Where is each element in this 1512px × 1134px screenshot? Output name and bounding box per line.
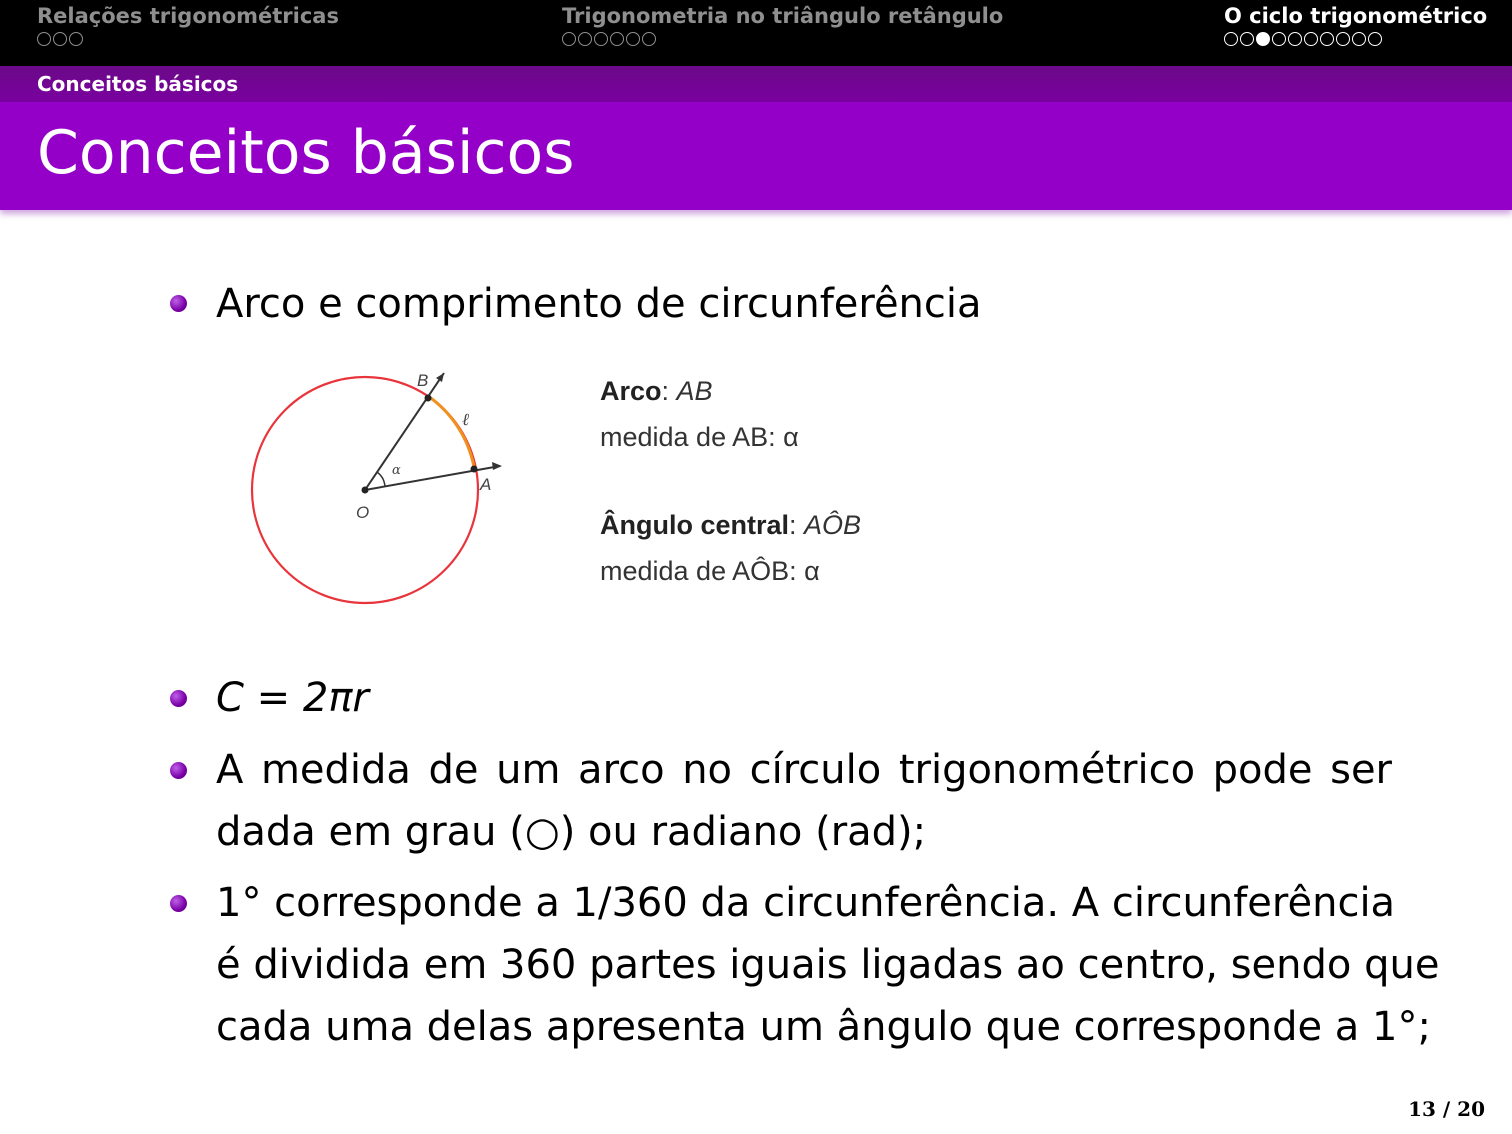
ray-ob-arrow	[436, 373, 444, 382]
caption-arco-value: AB	[676, 376, 713, 406]
bullet-medida-line-2: dada em grau (○) ou radiano (rad);	[216, 809, 927, 855]
nav-slide-dot[interactable]	[642, 32, 656, 46]
nav-section-relacoes[interactable]: Relações trigonométricas	[37, 4, 339, 28]
bullet-grau-text	[216, 872, 1440, 1058]
nav-slide-dot[interactable]	[1368, 32, 1382, 46]
nav-slide-dot[interactable]	[562, 32, 576, 46]
bullet-grau-line-2: é dividida em 360 partes iguais ligadas ao centro, sendo que	[216, 942, 1440, 988]
header-navigation	[0, 0, 1512, 66]
caption-angulo-value: AÔB	[804, 510, 862, 540]
caption-angulo-label: Ângulo central	[600, 510, 790, 540]
nav-slide-dot[interactable]	[594, 32, 608, 46]
point-b	[425, 395, 432, 402]
nav-slide-dot[interactable]	[626, 32, 640, 46]
arc-ab	[428, 396, 474, 467]
nav-section-triangulo[interactable]: Trigonometria no triângulo retângulo	[562, 4, 1004, 28]
nav-slide-dot[interactable]	[53, 32, 67, 46]
bullet-arco-text: Arco e comprimento de circunferência	[216, 281, 982, 327]
caption-arco: Arco: AB	[600, 376, 713, 406]
nav-slide-dot[interactable]	[1272, 32, 1286, 46]
label-alpha: α	[392, 463, 401, 478]
subsection-title[interactable]: Conceitos básicos	[37, 72, 239, 96]
nav-slide-dot[interactable]	[37, 32, 51, 46]
nav-dots-relacoes	[37, 32, 84, 46]
nav-slide-dot[interactable]	[578, 32, 592, 46]
bullet-marker	[170, 295, 187, 312]
bullet-marker	[170, 762, 187, 779]
nav-slide-dot[interactable]	[1352, 32, 1366, 46]
point-a	[471, 466, 478, 473]
caption-arco-label: Arco	[600, 376, 662, 406]
nav-slide-dot[interactable]	[1288, 32, 1302, 46]
frame-title-bar	[0, 102, 1512, 210]
caption-medida-ab: medida de AB: α	[600, 422, 799, 452]
nav-slide-dot[interactable]	[1304, 32, 1318, 46]
nav-dots-ciclo	[1224, 32, 1383, 46]
label-a: A	[480, 475, 492, 494]
bullet-medida-text	[216, 739, 1392, 863]
nav-slide-dot[interactable]	[1224, 32, 1238, 46]
caption-medida-aob: medida de AÔB: α	[600, 556, 820, 586]
nav-slide-dot[interactable]	[1336, 32, 1350, 46]
caption-angulo: Ângulo central: AÔB	[600, 510, 862, 540]
ray-oa-arrow	[492, 462, 502, 470]
nav-section-ciclo[interactable]: O ciclo trigonométrico	[1224, 4, 1488, 28]
label-b: B	[417, 371, 429, 390]
nav-slide-dot[interactable]	[1320, 32, 1334, 46]
bullet-medida-line-1: A medida de um arco no círculo trigonométrico pode ser	[216, 747, 1392, 793]
nav-slide-dot[interactable]	[610, 32, 624, 46]
nav-slide-dot[interactable]	[1256, 32, 1270, 46]
label-o: O	[356, 503, 370, 522]
page-number: 13 / 20	[1408, 1097, 1485, 1121]
label-l: ℓ	[462, 410, 470, 430]
nav-slide-dot[interactable]	[69, 32, 83, 46]
nav-dots-triangulo	[562, 32, 657, 46]
frame-title: Conceitos básicos	[37, 118, 575, 188]
point-o	[362, 487, 369, 494]
circle-arc-figure	[240, 360, 540, 620]
bullet-marker	[170, 690, 187, 707]
subsection-bar	[0, 66, 1512, 102]
nav-slide-dot[interactable]	[1240, 32, 1254, 46]
bullet-formula-text: C = 2πr	[216, 675, 369, 721]
angle-arc	[377, 472, 385, 487]
bullet-grau-line-1: 1° corresponde a 1/360 da circunferência. A circunferência	[216, 880, 1396, 926]
bullet-marker	[170, 895, 187, 912]
bullet-grau-line-3: cada uma delas apresenta um ângulo que corresponde a 1°;	[216, 1004, 1431, 1050]
